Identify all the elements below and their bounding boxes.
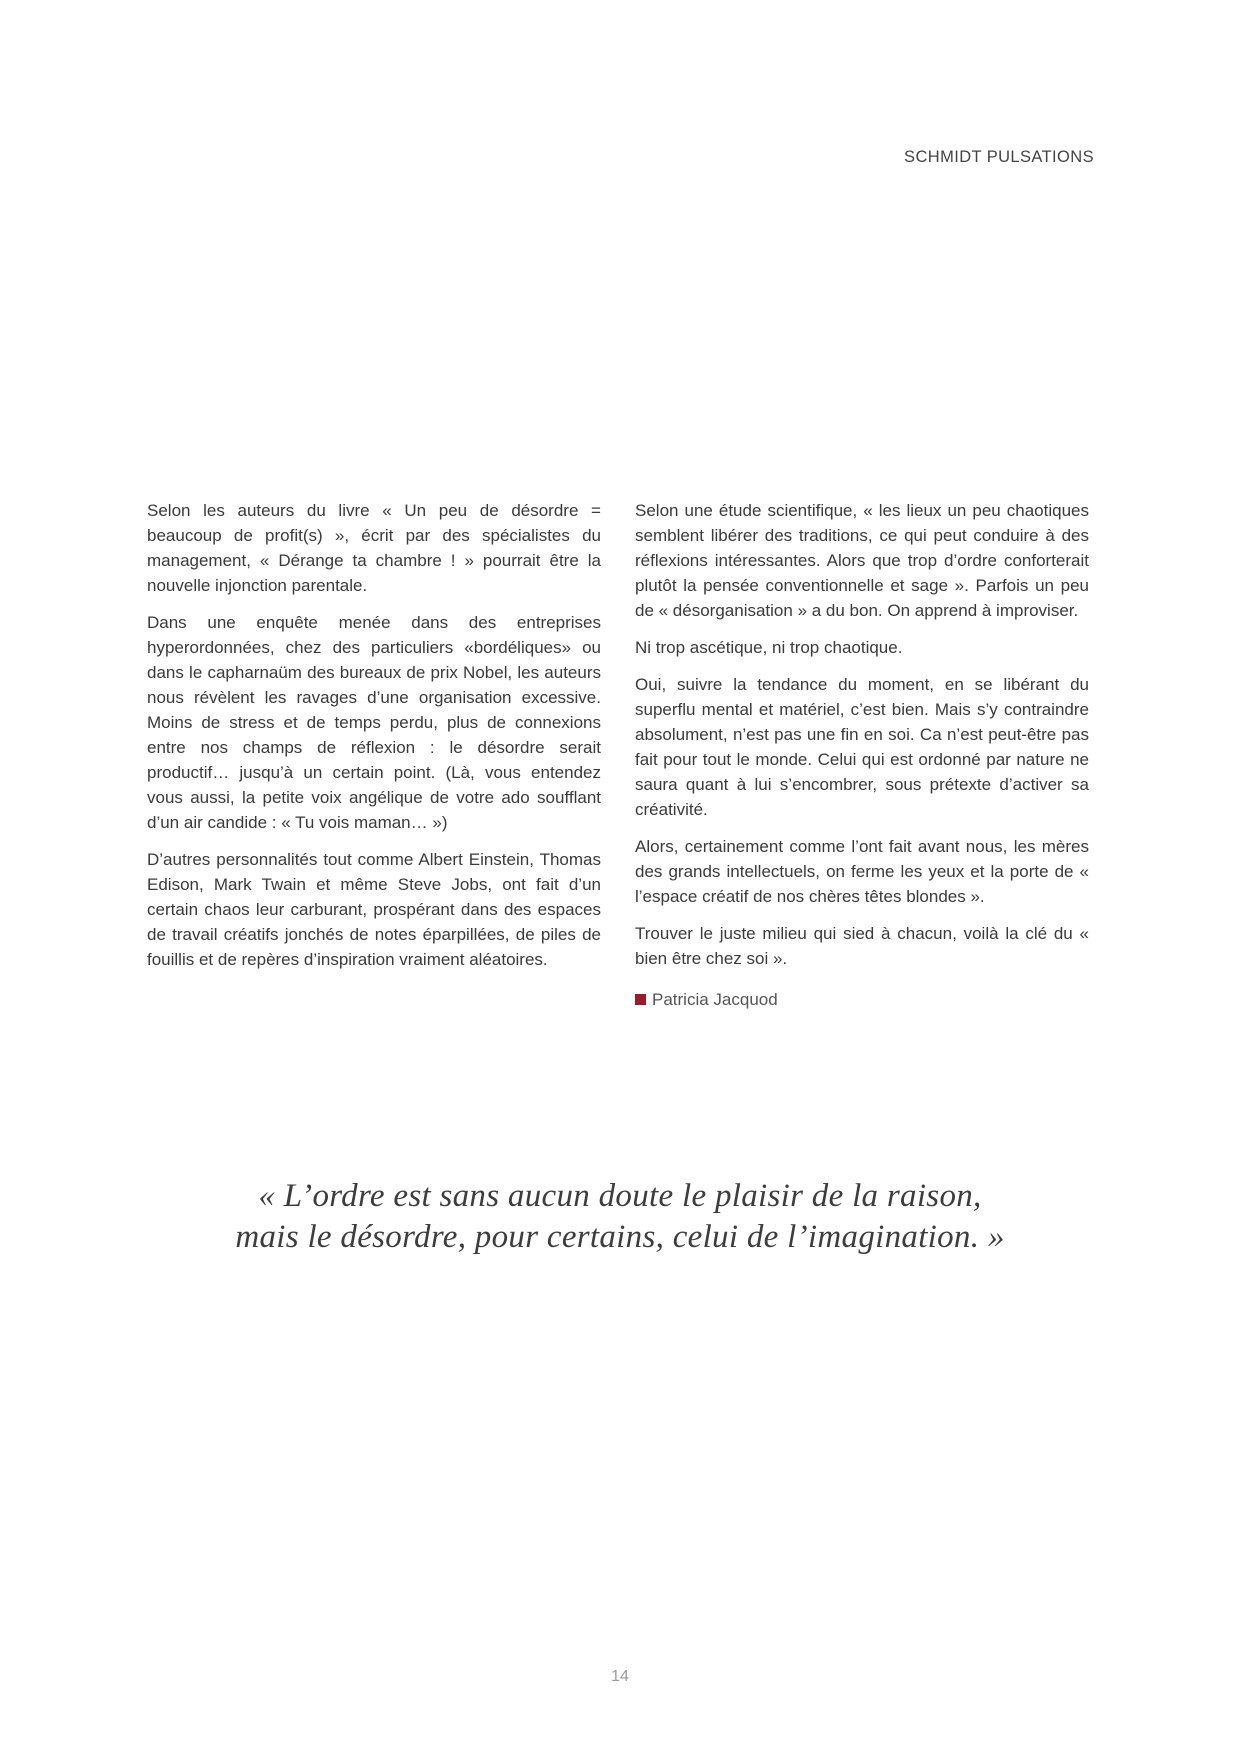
article-paragraph: Selon les auteurs du livre « Un peu de désordre = beaucoup de profit(s) », écrit par des spécialistes du management, « Dérange ta chambre ! » pourrait être la nouvelle injonction parentale.: [147, 501, 601, 595]
article-paragraph: Ni trop ascétique, ni trop chaotique.: [635, 638, 903, 657]
article-paragraph: D’autres personnalités tout comme Albert Einstein, Thomas Edison, Mark Twain et même Steve Jobs, ont fait d’un certain chaos leur carburant, prospérant dans des espaces de travail créatifs jonchés de notes éparpillées, de piles de fouillis et de repères d’inspiration vraiment aléatoires.: [147, 850, 601, 969]
pull-quote-line: « L’ordre est sans aucun doute le plaisir de la raison,: [258, 1178, 982, 1214]
pull-quote-line: mais le désordre, pour certains, celui de l’imagination. »: [235, 1219, 1005, 1255]
pull-quote: [0, 1176, 1240, 1258]
running-header: SCHMIDT PULSATIONS: [904, 148, 1094, 166]
article-paragraph: Alors, certainement comme l’ont fait avant nous, les mères des grands intellectuels, on ferme les yeux et la porte de « l’espace créatif de nos chères têtes blondes ».: [635, 837, 1089, 906]
square-bullet-icon: [635, 994, 646, 1005]
article-paragraph: Trouver le juste milieu qui sied à chacun, voilà la clé du « bien être chez soi ».: [635, 924, 1089, 968]
article-right-column: [635, 498, 1089, 1012]
author-signature: [635, 987, 1089, 1012]
article-paragraph: Selon une étude scientifique, « les lieux un peu chaotiques semblent libérer des traditions, ce qui peut conduire à des réflexions intéressantes. Alors que trop d’ordre conforterait plutôt la pensée conventionnelle et sage ». Parfois un peu de « désorganisation » a du bon. On apprend à improviser.: [635, 501, 1089, 620]
article-paragraph: Oui, suivre la tendance du moment, en se libérant du superflu mental et matériel, c’est bien. Mais s’y contraindre absolument, n’est pas une fin en soi. Ca n’est peut-être pas fait pour tout le monde. Celui qui est ordonné par nature ne saura quant à lui s’encombrer, sous prétexte d’activer sa créativité.: [635, 675, 1089, 819]
article-left-column: [147, 498, 601, 984]
page-number: 14: [611, 1668, 629, 1685]
author-name: Patricia Jacquod: [652, 990, 778, 1009]
article-paragraph: Dans une enquête menée dans des entreprises hyperordonnées, chez des particuliers «bordéliques» ou dans le capharnaüm des bureaux de prix Nobel, les auteurs nous révèlent les ravages d’une organisation excessive. Moins de stress et de temps perdu, plus de connexions entre nos champs de réflexion : le désordre serait productif… jusqu’à un certain point. (Là, vous entendez vous aussi, la petite voix angélique de votre ado soufflant d’un air candide : « Tu vois maman… »): [147, 613, 601, 832]
